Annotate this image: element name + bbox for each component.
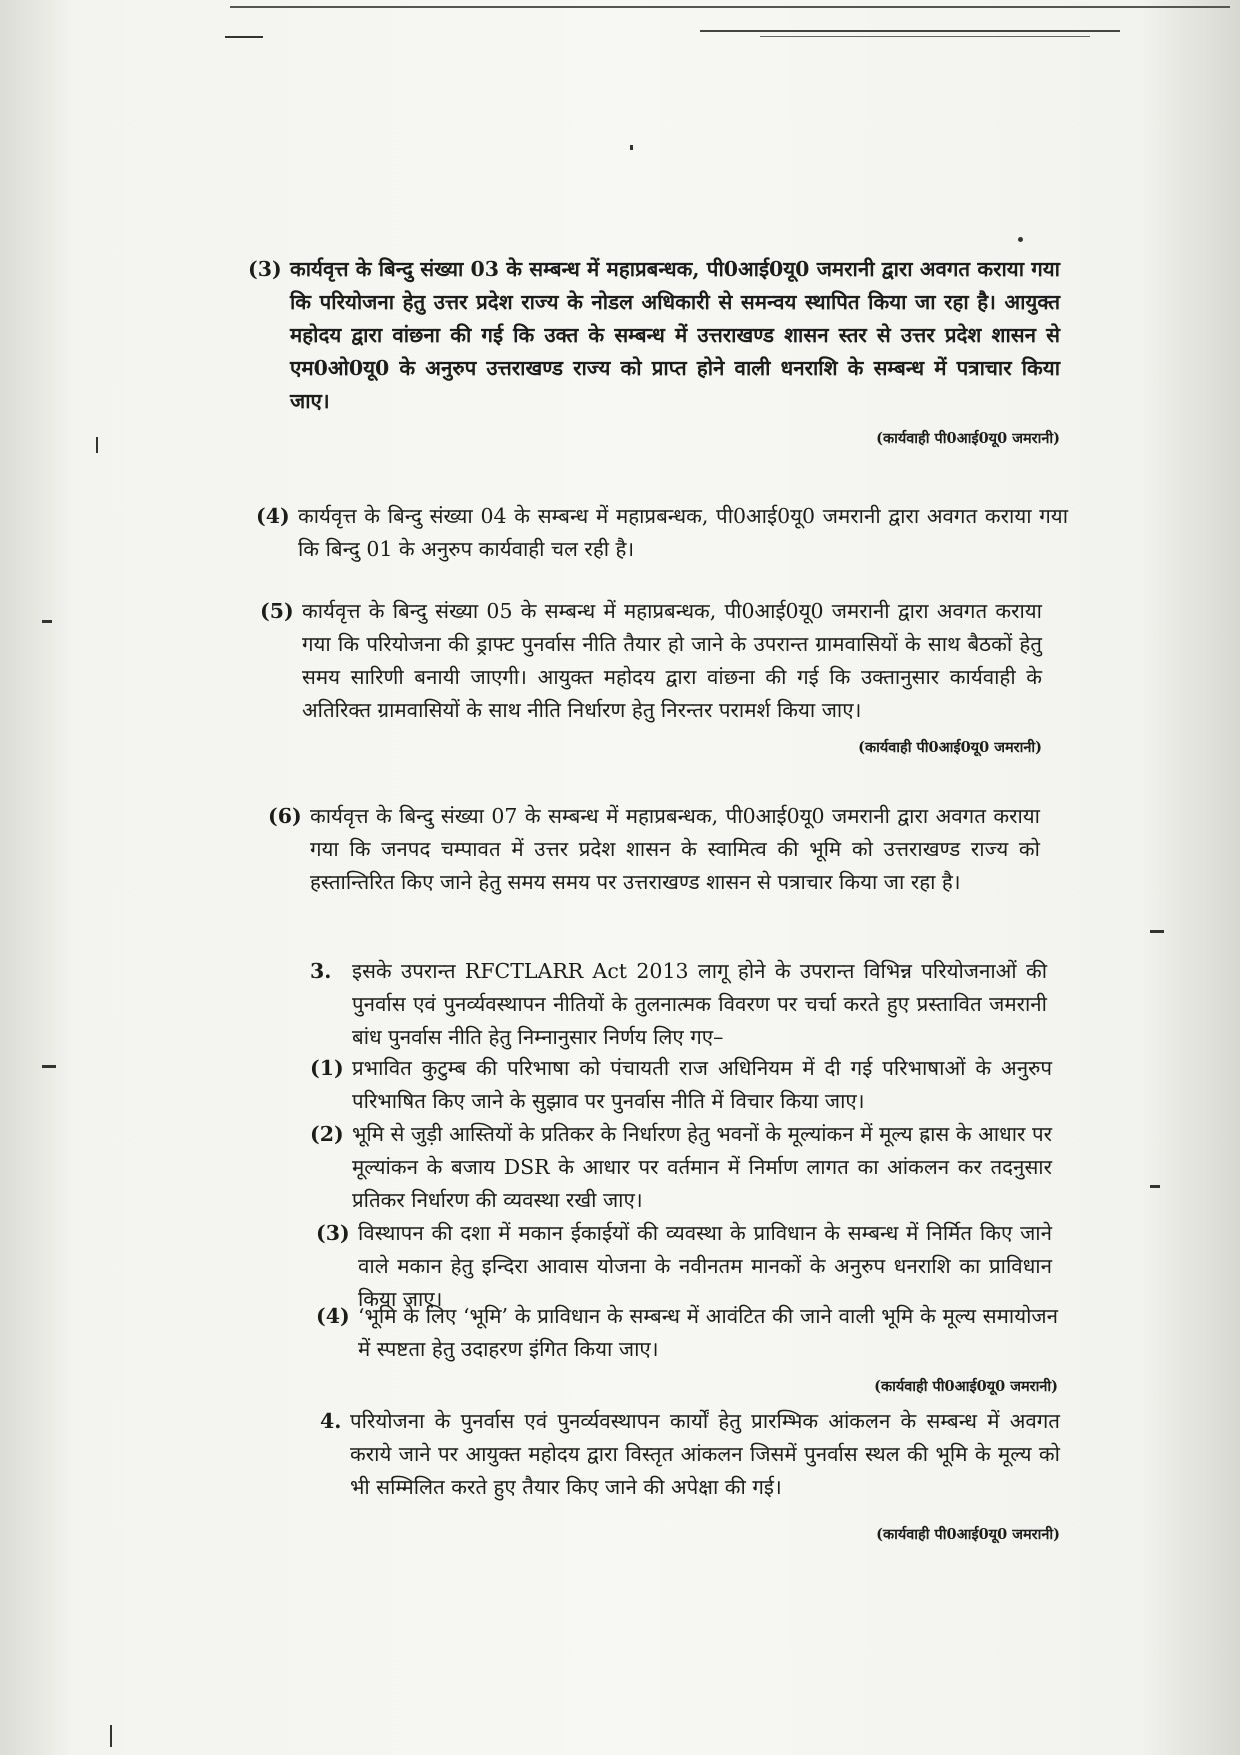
item-number: (3) xyxy=(316,1221,350,1245)
item-decision-2 xyxy=(310,1118,1052,1217)
item-number: (2) xyxy=(310,1122,344,1146)
action-note: (कार्यवाही पी0आई0यू0 जमरानी) xyxy=(874,1378,1058,1395)
scan-mark-top-left xyxy=(225,36,263,38)
item-decision-4 xyxy=(316,1300,1058,1403)
item-text: विस्थापन की दशा में मकान ईकाईयों की व्यवस्था के प्राविधान के सम्बन्ध में निर्मित किए जाने वाले मकान हेतु इन्दिरा आवास योजना के नवीनतम मानकों के अनुरुप धनराशि का प्राविधान किया जाए। xyxy=(358,1221,1052,1311)
action-note: (कार्यवाही पी0आई0यू0 जमरानी) xyxy=(876,1526,1060,1543)
scan-mark-top-right-2 xyxy=(760,36,1090,37)
item-text: भूमि से जुड़ी आस्तियों के प्रतिकर के निर्धारण हेतु भवनों के मूल्यांकन में मूल्य ह्रास के आधार पर मूल्यांकन के बजाय DSR के आधार पर वर्तमान में निर्माण लागत का आंकलन कर तदनुसार प्रतिकर निर्धारण की व्यवस्था रखी जाए। xyxy=(352,1122,1052,1212)
item-point-4 xyxy=(256,500,1068,566)
item-text: ‘भूमि के लिए ‘भूमि’ के प्राविधान के सम्बन्ध में आवंटित की जाने वाली भूमि के मूल्य समायोजन में स्पष्टता हेतु उदाहरण इंगित किया जाए। xyxy=(358,1304,1058,1361)
scan-mark-right-1 xyxy=(1150,930,1164,933)
item-point-3 xyxy=(248,253,1060,455)
action-note: (कार्यवाही पी0आई0यू0 जमरानी) xyxy=(858,739,1042,756)
item-text: प्रभावित कुटुम्ब की परिभाषा को पंचायती राज अधिनियम में दी गई परिभाषाओं के अनुरुप परिभाषित किए जाने के सुझाव पर पुनर्वास नीति में विचार किया जाए। xyxy=(352,1056,1052,1113)
item-number: 3. xyxy=(310,959,332,983)
scan-dot-2 xyxy=(630,145,633,150)
item-text: कार्यवृत्त के बिन्दु संख्या 07 के सम्बन्ध में महाप्रबन्धक, पी0आई0यू0 जमरानी द्वारा अवगत कराया गया कि जनपद चम्पावत में उत्तर प्रदेश शासन के स्वामित्व की भूमि को उत्तराखण्ड राज्य को हस्तान्तिरित किए जाने हेतु समय समय पर उत्तराखण्ड शासन से पत्राचार किया जा रहा है। xyxy=(310,804,1040,894)
item-number: 4. xyxy=(320,1409,342,1433)
item-number: (3) xyxy=(248,257,282,281)
item-number: (5) xyxy=(260,599,294,623)
item-number: (4) xyxy=(316,1304,350,1328)
item-point-5 xyxy=(260,595,1042,764)
item-text: कार्यवृत्त के बिन्दु संख्या 05 के सम्बन्ध में महाप्रबन्धक, पी0आई0यू0 जमरानी द्वारा अवगत कराया गया कि परियोजना की ड्राफ्ट पुनर्वास नीति तैयार हो जाने के उपरान्त ग्रामवासियों के साथ बैठकों हेतु समय सारिणी बनायी जाएगी। आयुक्त महोदय द्वारा वांछना की गई कि उक्तानुसार कार्यवाही के अतिरिक्त ग्रामवासियों के साथ नीति निर्धारण हेतु निरन्तर परामर्श किया जाए। xyxy=(302,599,1042,722)
item-number: (4) xyxy=(256,504,290,528)
item-text: इसके उपरान्त RFCTLARR Act 2013 लागू होने के उपरान्त विभिन्न परियोजनाओं की पुनर्वास एवं पुनर्व्यवस्थापन नीतियों के तुलनात्मक विवरण पर चर्चा करते हुए प्रस्तावित जमरानी बांध पुनर्वास नीति हेतु निम्नानुसार निर्णय लिए गए– xyxy=(352,959,1047,1049)
item-text: परियोजना के पुनर्वास एवं पुनर्व्यवस्थापन कार्यों हेतु प्रारम्भिक आंकलन के सम्बन्ध में अवगत कराये जाने पर आयुक्त महोदय द्वारा विस्तृत आंकलन जिसमें पुनर्वास स्थल की भूमि के मूल्य को भी सम्मिलित करते हुए तैयार किए जाने की अपेक्षा की गई। xyxy=(350,1409,1060,1499)
item-section-4 xyxy=(320,1405,1060,1551)
scan-mark-left-2 xyxy=(42,1065,56,1068)
item-point-6 xyxy=(268,800,1040,899)
item-text: कार्यवृत्त के बिन्दु संख्या 04 के सम्बन्ध में महाप्रबन्धक, पी0आई0यू0 जमरानी द्वारा अवगत कराया गया कि बिन्दु 01 के अनुरुप कार्यवाही चल रही है। xyxy=(298,504,1068,561)
scan-mark-left-3 xyxy=(96,437,98,453)
action-note: (कार्यवाही पी0आई0यू0 जमरानी) xyxy=(876,430,1060,447)
scan-mark-right-2 xyxy=(1150,1185,1160,1188)
item-number: (1) xyxy=(310,1056,344,1080)
scan-mark-top xyxy=(230,6,1230,8)
scan-mark-left-1 xyxy=(42,620,52,623)
scan-dot xyxy=(1018,237,1023,242)
scan-mark-top-right xyxy=(700,30,1120,32)
scan-mark-bottom-left xyxy=(110,1725,112,1747)
item-section-3 xyxy=(310,955,1047,1054)
item-text: कार्यवृत्त के बिन्दु संख्या 03 के सम्बन्ध में महाप्रबन्धक, पी0आई0यू0 जमरानी द्वारा अवगत कराया गया कि परियोजना हेतु उत्तर प्रदेश राज्य के नोडल अधिकारी से समन्वय स्थापित किया जा रहा है। आयुक्त महोदय द्वारा वांछना की गई कि उक्त के सम्बन्ध में उत्तराखण्ड शासन स्तर से उत्तर प्रदेश शासन से एम0ओ0यू0 के अनुरुप उत्तराखण्ड राज्य को प्राप्त होने वाली धनराशि के सम्बन्ध में पत्राचार किया जाए। xyxy=(290,257,1060,413)
item-number: (6) xyxy=(268,804,302,828)
item-decision-1 xyxy=(310,1052,1052,1118)
